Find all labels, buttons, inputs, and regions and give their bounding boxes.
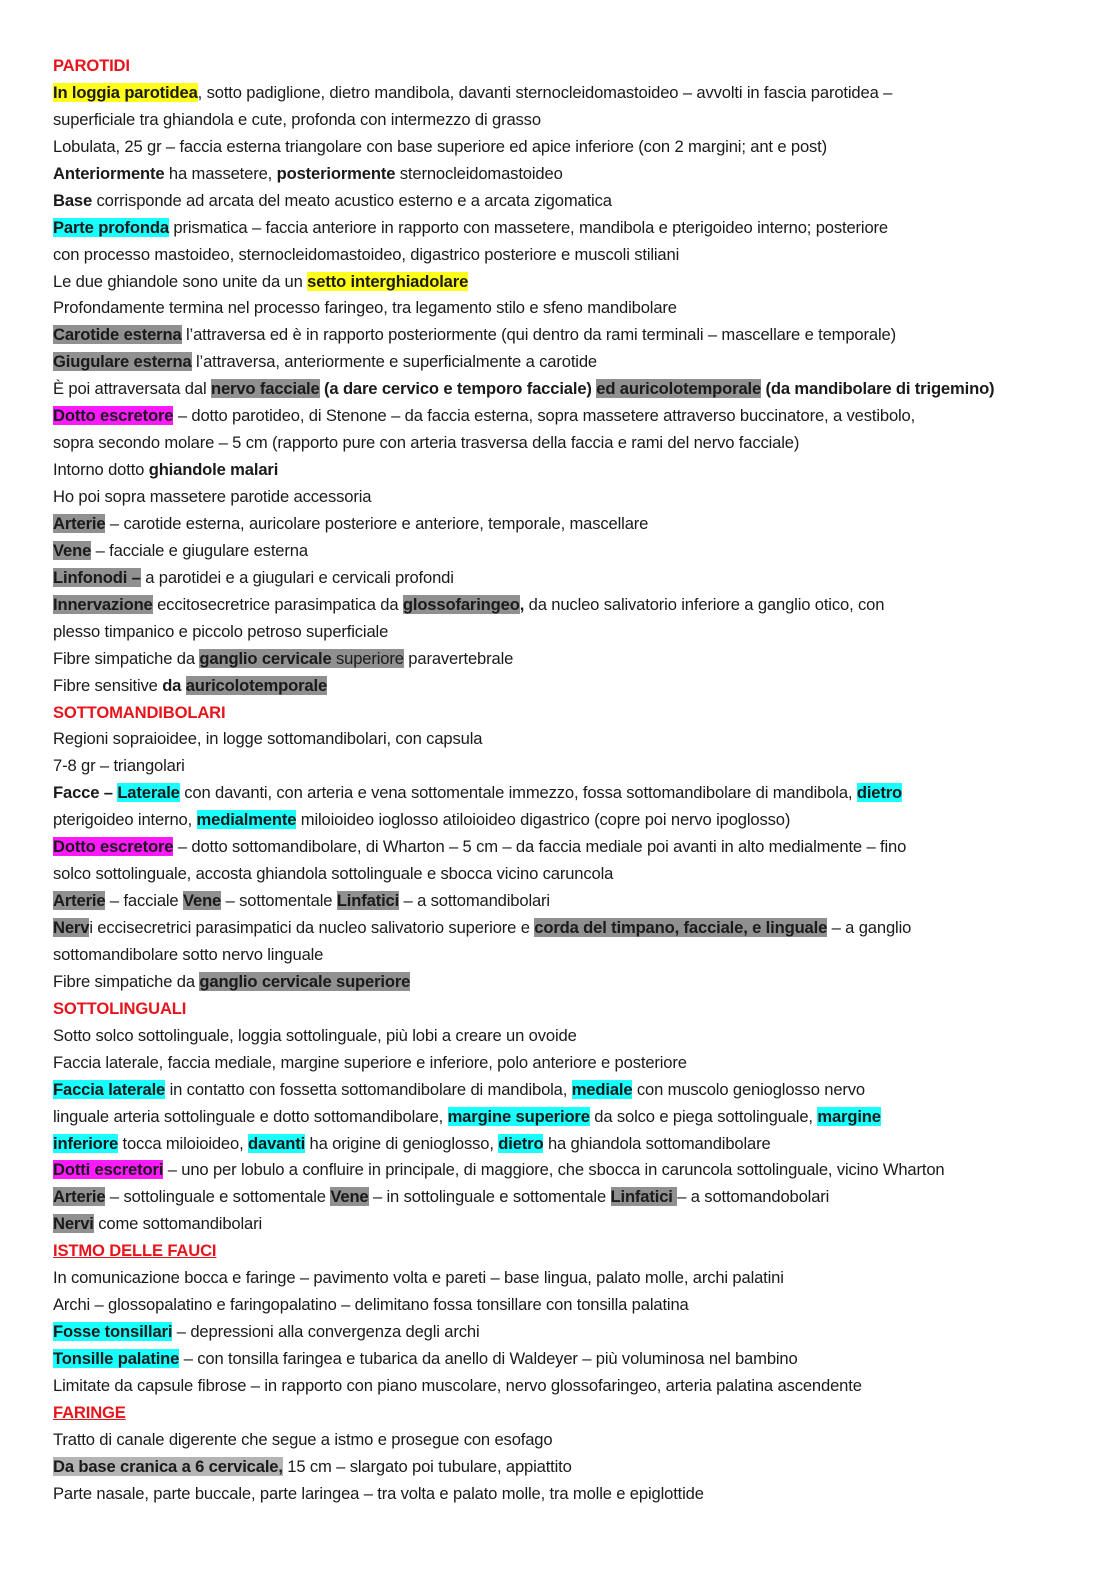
text-run: prismatica – faccia anteriore in rapporto con massetere, mandibola e pterigoideo interno; posteriore (168, 217, 888, 237)
highlighted-term: Vene (53, 540, 92, 560)
text-line (53, 457, 1103, 484)
text-line (53, 915, 1103, 942)
document-page (53, 53, 1103, 1508)
text-run: da nucleo salivatorio inferiore a ganglio otico, con (524, 594, 885, 614)
highlighted-term: Vene (182, 891, 222, 911)
bold-term: da (162, 675, 186, 695)
highlighted-term: In loggia parotidea (53, 82, 198, 102)
text-run: superficiale tra ghiandola e cute, profonda con intermezzo di grasso (53, 109, 541, 129)
text-line (53, 1104, 1103, 1131)
text-run: Ho poi sopra massetere parotide accessoria (53, 487, 372, 506)
text-run: plesso timpanico e piccolo petroso superficiale (53, 621, 389, 641)
text-run: 15 cm – slargato poi tubulare, appiattito (282, 1456, 572, 1476)
text-line (53, 1319, 1103, 1346)
highlighted-term: dietro (856, 783, 903, 803)
text-run: – in sottolinguale e sottomentale (368, 1187, 611, 1207)
highlighted-term: glossofaringeo (402, 594, 520, 614)
highlighted-term: davanti (248, 1133, 306, 1153)
text-line (53, 1157, 1103, 1184)
text-line (53, 942, 1103, 969)
bold-term: (da mandibolare di trigemino) (761, 379, 995, 399)
highlighted-term: Parte profonda (53, 217, 169, 237)
text-line (53, 1131, 1103, 1158)
text-run: – facciale (105, 891, 183, 911)
highlighted-term: Faccia laterale (53, 1079, 166, 1099)
text-run: Profondamente termina nel processo faringeo, tra legamento stilo e sfeno mandibolare (53, 298, 677, 318)
text-run: solco sottolinguale, accosta ghiandola sottolinguale e sbocca vicino caruncola (53, 864, 614, 884)
text-run: – dotto sottomandibolare, di Wharton – 5 cm – da faccia mediale poi avanti in alto medialmente – fino (173, 837, 907, 857)
text-run: – sottolinguale e sottomentale (105, 1187, 331, 1207)
highlighted-term: margine (817, 1106, 881, 1126)
text-line (53, 1454, 1103, 1481)
text-run: Fibre sensitive (53, 675, 163, 695)
text-run: sottomandibolare sotto nervo linguale (53, 944, 324, 964)
text-line (53, 1373, 1103, 1400)
section-heading (53, 1400, 1103, 1427)
bold-term: Facce – (53, 783, 118, 803)
text-line (53, 565, 1103, 592)
text-run: Fibre simpatiche da (53, 971, 200, 991)
highlighted-term: Linfonodi – (53, 567, 141, 587)
text-line (53, 80, 1103, 107)
text-run: Limitate da capsule fibrose – in rapporto con piano muscolare, nervo glossofaringeo, arteria palatina ascendente (53, 1375, 862, 1395)
text-run: – carotide esterna, auricolare posteriore e anteriore, temporale, mascellare (105, 513, 649, 533)
text-run: ha ghiandola sottomandibolare (543, 1133, 771, 1153)
highlighted-term: ganglio cervicale (199, 648, 332, 668)
text-line (53, 673, 1103, 700)
highlighted-term: Linfatici (610, 1187, 678, 1207)
text-line (53, 134, 1103, 161)
text-run: pterigoideo interno, (53, 810, 197, 830)
text-line (53, 1265, 1103, 1292)
heading-text: PAROTIDI (53, 56, 130, 75)
section-heading (53, 1238, 1103, 1265)
text-run: – a sottomandobolari (677, 1187, 830, 1207)
text-run: sopra secondo molare – 5 cm (rapporto pure con arteria trasversa della faccia e rami del nervo facciale) (53, 433, 800, 453)
heading-text: SOTTOLINGUALI (53, 998, 187, 1018)
highlighted-term: Arterie (53, 513, 106, 533)
text-run: Faccia laterale, faccia mediale, margine superiore e inferiore, polo anteriore e posteriore (53, 1052, 687, 1072)
text-line (53, 1023, 1103, 1050)
highlighted-term: dietro (498, 1133, 544, 1153)
text-line (53, 242, 1103, 269)
highlighted-term: medialmente (196, 810, 297, 830)
highlighted-term: corda del timpano, facciale, e linguale (534, 918, 828, 937)
text-run: – a sottomandibolari (399, 891, 550, 911)
text-line (53, 188, 1103, 215)
text-run: – dotto parotideo, di Stenone – da faccia esterna, sopra massetere attraverso buccinatore, a vestibolo, (173, 406, 916, 426)
bold-term: Base (53, 190, 93, 210)
highlighted-term: auricolotemporale (185, 675, 328, 695)
bold-term: posteriormente (276, 163, 396, 183)
bold-term: ghiandole malari (148, 460, 279, 480)
text-run: , sotto padiglione, dietro mandibola, davanti sternocleidomastoideo – avvolti in fascia parotidea – (197, 82, 893, 102)
text-line (53, 592, 1103, 619)
text-run: Lobulata, 25 gr – faccia esterna triangolare con base superiore ed apice inferiore (con 2 margini; ant e post) (53, 136, 828, 156)
text-line (53, 430, 1103, 457)
text-run: Tratto di canale digerente che segue a istmo e prosegue con esofago (53, 1429, 553, 1449)
text-run: Archi – glossopalatino e faringopalatino – delimitano fossa tonsillare con tonsilla palatina (53, 1295, 689, 1315)
text-run: – depressioni alla convergenza degli archi (172, 1322, 480, 1342)
text-run: tocca miloioideo, (118, 1133, 249, 1153)
highlighted-term: margine superiore (447, 1106, 590, 1126)
text-line (53, 1481, 1103, 1508)
highlighted-term: Dotti escretori (53, 1160, 164, 1180)
section-heading (53, 700, 1103, 727)
highlighted-term: Da base cranica a 6 cervicale, (53, 1456, 283, 1476)
text-run: ha massetere, (164, 163, 277, 183)
heading-text: ISTMO DELLE FAUCI (53, 1241, 217, 1261)
text-line (53, 511, 1103, 538)
highlighted-term: Vene (330, 1187, 369, 1207)
text-run: Sotto solco sottolinguale, loggia sottolinguale, più lobi a creare un ovoide (53, 1025, 577, 1045)
text-line (53, 484, 1103, 511)
text-line (53, 538, 1103, 565)
text-run: 7-8 gr – triangolari (53, 756, 185, 776)
text-line (53, 807, 1103, 834)
text-line (53, 215, 1103, 242)
highlighted-term: Giugulare esterna (53, 352, 192, 372)
highlighted-term: Carotide esterna (53, 325, 182, 345)
text-line (53, 834, 1103, 861)
text-line (53, 888, 1103, 915)
text-line (53, 1050, 1103, 1077)
highlighted-term: superiore (331, 648, 404, 668)
highlighted-term: Dotto escretore (53, 406, 174, 426)
text-run: In comunicazione bocca e faringe – pavimento volta e pareti – base lingua, palato molle, archi palatini (53, 1268, 784, 1288)
text-run: Regioni sopraioidee, in logge sottomandibolari, con capsula (53, 729, 483, 749)
highlighted-term: mediale (571, 1079, 633, 1099)
text-run: miloioideo ioglosso atiloioideo digastrico (copre poi nervo ipoglosso) (296, 810, 791, 830)
text-run: come sottomandibolari (93, 1214, 263, 1234)
text-run: – con tonsilla faringea e tubarica da anello di Waldeyer – più voluminosa nel bambino (179, 1349, 798, 1368)
text-run: – sottomentale (221, 891, 337, 911)
highlighted-term: Nervi (53, 1214, 94, 1234)
text-run: paravertebrale (403, 648, 514, 668)
heading-text: SOTTOMANDIBOLARI (53, 702, 226, 722)
text-run: eccitosecretrice parasimpatica da (152, 594, 403, 614)
text-run: a parotidei e a giugulari e cervicali profondi (140, 567, 454, 587)
text-run: corrisponde ad arcata del meato acustico esterno e a arcata zigomatica (92, 190, 612, 210)
highlighted-term: Innervazione (53, 594, 153, 614)
text-run: È poi attraversata dal (53, 379, 211, 399)
text-line (53, 1184, 1103, 1211)
text-run: sternocleidomastoideo (395, 163, 563, 183)
text-run: Fibre simpatiche da (53, 648, 200, 668)
highlighted-term: inferiore (53, 1133, 119, 1153)
text-line (53, 295, 1103, 322)
highlighted-term: Arterie (53, 1187, 106, 1207)
text-line (53, 403, 1103, 430)
text-line (53, 349, 1103, 376)
bold-term: , (519, 594, 525, 614)
section-heading (53, 996, 1103, 1023)
highlighted-term: Tonsille palatine (53, 1349, 180, 1368)
text-line (53, 1427, 1103, 1454)
text-line (53, 969, 1103, 996)
text-run: – uno per lobulo a confluire in principale, di maggiore, che sbocca in caruncola sottolinguale, vicino Wharton (163, 1160, 945, 1180)
highlighted-term: setto interghiadolare (307, 271, 469, 291)
highlighted-term: ed auricolotemporale (596, 379, 762, 399)
text-run: l’attraversa ed è in rapporto posteriormente (qui dentro da rami terminali – mascellare e temporale) (181, 325, 896, 345)
text-run: con davanti, con arteria e vena sottomentale immezzo, fossa sottomandibolare di mandibola, (179, 783, 857, 803)
text-line (53, 861, 1103, 888)
text-line (53, 619, 1103, 646)
text-line (53, 726, 1103, 753)
highlighted-term: Fosse tonsillari (53, 1322, 173, 1342)
heading-text: FARINGE (53, 1402, 126, 1422)
text-run: in contatto con fossetta sottomandibolare di mandibola, (165, 1079, 572, 1099)
text-run: i eccisecretrici parasimpatici da nucleo salivatorio superiore e (89, 918, 535, 937)
text-line (53, 376, 1103, 403)
text-run: – a ganglio (827, 918, 912, 937)
text-run: Intorno dotto (53, 460, 149, 480)
text-run: Le due ghiandole sono unite da un (53, 271, 308, 291)
bold-term: (a dare cervico e temporo facciale) (319, 379, 597, 399)
text-line (53, 322, 1103, 349)
text-run: da solco e piega sottolinguale, (589, 1106, 818, 1126)
text-line (53, 1292, 1103, 1319)
highlighted-term: Dotto escretore (53, 837, 174, 857)
text-run: linguale arteria sottolinguale e dotto sottomandibolare, (53, 1106, 448, 1126)
text-run: con processo mastoideo, sternocleidomastoideo, digastrico posteriore e muscoli stiliani (53, 244, 680, 264)
text-line (53, 269, 1103, 296)
text-line (53, 1346, 1103, 1373)
text-line (53, 161, 1103, 188)
section-heading (53, 53, 1103, 80)
text-run: ha origine di genioglosso, (305, 1133, 499, 1153)
text-line (53, 780, 1103, 807)
text-run: – facciale e giugulare esterna (91, 540, 308, 560)
text-run: con muscolo genioglosso nervo (632, 1079, 865, 1099)
text-line (53, 753, 1103, 780)
text-line (53, 1211, 1103, 1238)
bold-term: Anteriormente (53, 163, 165, 183)
highlighted-term: nervo facciale (210, 379, 320, 399)
text-line (53, 1077, 1103, 1104)
highlighted-term: Linfatici (336, 891, 400, 911)
highlighted-term: ganglio cervicale superiore (199, 971, 411, 991)
text-line (53, 646, 1103, 673)
text-run: Parte nasale, parte buccale, parte laringea – tra volta e palato molle, tra molle e epiglottide (53, 1483, 704, 1503)
text-line (53, 107, 1103, 134)
highlighted-term: Arterie (53, 891, 106, 911)
highlighted-term: Laterale (117, 783, 180, 803)
text-run: l’attraversa, anteriormente e superficialmente a carotide (191, 352, 597, 372)
highlighted-term: Nerv (53, 918, 90, 937)
